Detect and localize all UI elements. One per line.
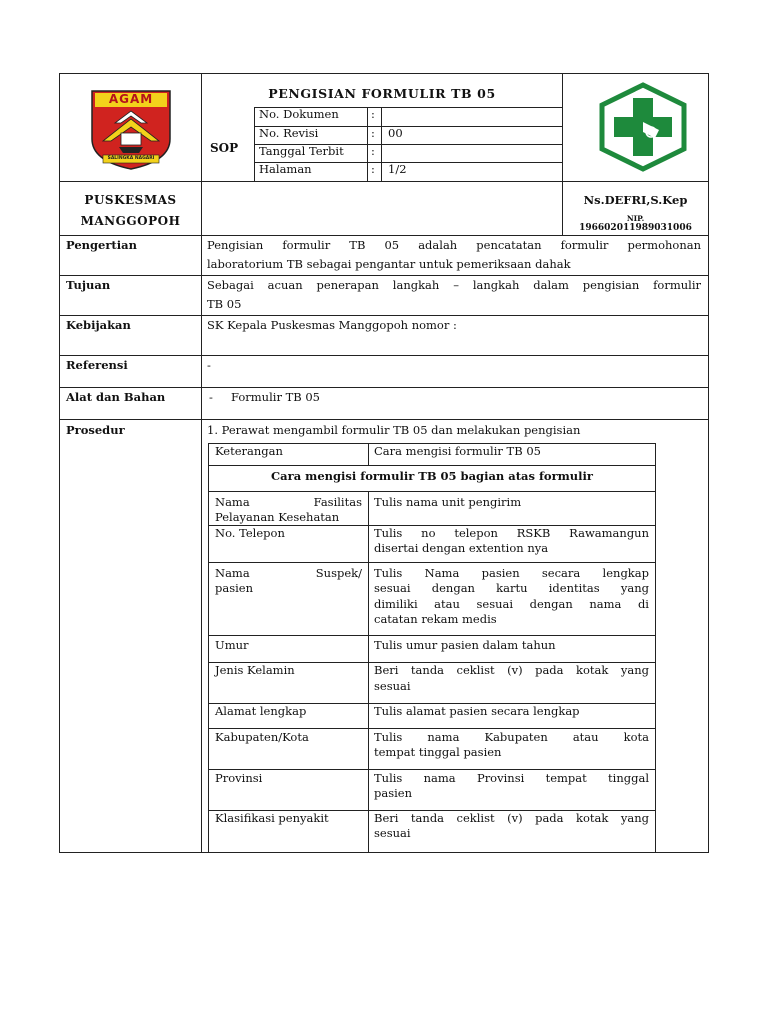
row-instruction: Beri tanda ceklist (v) pada kotak yang bbox=[374, 663, 649, 677]
doc-field-label: Halaman bbox=[259, 162, 312, 176]
row-label: Pelayanan Kesehatan bbox=[215, 510, 340, 524]
sop-label: SOP bbox=[210, 141, 239, 155]
logo-motto: SALINGKA NAGARI bbox=[107, 156, 155, 161]
document-title: PENGISIAN FORMULIR TB 05 bbox=[268, 86, 496, 101]
table-header-cara: Cara mengisi formulir TB 05 bbox=[374, 444, 541, 458]
row-label: Kabupaten/Kota bbox=[215, 730, 309, 744]
row-instruction: tempat tinggal pasien bbox=[374, 745, 502, 759]
section-label: Kebijakan bbox=[66, 318, 131, 332]
section-text: laboratorium TB sebagai pengantar untuk pemeriksaan dahak bbox=[207, 257, 571, 271]
row-instruction: catatan rekam medis bbox=[374, 612, 497, 626]
row-instruction: Tulis no telepon RSKB Rawamangun bbox=[374, 526, 649, 540]
row-instruction: sesuai dengan kartu identitas yang bbox=[374, 581, 649, 595]
section-label: Prosedur bbox=[66, 423, 125, 437]
row-instruction: dimiliki atau sesuai dengan nama di bbox=[374, 597, 649, 611]
table-header-keterangan: Keterangan bbox=[215, 444, 283, 458]
row-instruction: disertai dengan extention nya bbox=[374, 541, 549, 555]
row-instruction: Tulis alamat pasien secara lengkap bbox=[374, 704, 580, 718]
section-label: Tujuan bbox=[66, 278, 111, 292]
row-label: Umur bbox=[215, 638, 249, 652]
section-text: - bbox=[207, 358, 211, 372]
signer-nip-label: NIP. bbox=[626, 214, 645, 223]
doc-field-sep: : bbox=[371, 126, 375, 140]
row-instruction: pasien bbox=[374, 786, 413, 800]
row-label: Alamat lengkap bbox=[215, 704, 307, 718]
row-label: Nama Suspek/ bbox=[215, 566, 362, 580]
row-instruction: Tulis umur pasien dalam tahun bbox=[374, 638, 556, 652]
puskesmas-cross-logo bbox=[597, 82, 689, 172]
doc-field-label: No. Dokumen bbox=[259, 107, 339, 121]
section-text: SK Kepala Puskesmas Manggopoh nomor : bbox=[207, 318, 457, 332]
doc-field-sep: : bbox=[371, 144, 375, 158]
agam-logo bbox=[89, 89, 173, 171]
row-label: Jenis Kelamin bbox=[215, 663, 295, 677]
row-instruction: Beri tanda ceklist (v) pada kotak yang bbox=[374, 811, 649, 825]
doc-field-label: Tanggal Terbit bbox=[259, 144, 344, 158]
org-name-line1: PUSKESMAS bbox=[84, 193, 177, 207]
doc-field-sep: : bbox=[371, 162, 375, 176]
row-label: Provinsi bbox=[215, 771, 263, 785]
row-instruction: sesuai bbox=[374, 679, 411, 693]
section-label: Alat dan Bahan bbox=[66, 390, 166, 404]
row-instruction: sesuai bbox=[374, 826, 411, 840]
doc-field-value: 00 bbox=[388, 126, 403, 140]
row-label: No. Telepon bbox=[215, 526, 285, 540]
section-label: Pengertian bbox=[66, 238, 137, 252]
row-label: Nama Fasilitas bbox=[215, 495, 362, 509]
row-label: pasien bbox=[215, 581, 254, 595]
row-instruction: Tulis nama unit pengirim bbox=[374, 495, 522, 509]
bullet: - bbox=[209, 390, 213, 404]
doc-field-sep: : bbox=[371, 107, 375, 121]
row-instruction: Tulis nama Kabupaten atau kota bbox=[374, 730, 649, 744]
doc-field-value: 1/2 bbox=[388, 162, 407, 176]
row-instruction: Tulis nama Provinsi tempat tinggal bbox=[374, 771, 649, 785]
signer-name: Ns.DEFRI,S.Kep bbox=[583, 193, 688, 207]
doc-field-label: No. Revisi bbox=[259, 126, 319, 140]
section-text: Pengisian formulir TB 05 adalah pencatatan formulir permohonan bbox=[207, 238, 701, 252]
row-instruction: Tulis Nama pasien secara lengkap bbox=[374, 566, 649, 580]
signer-nip: 196602011989031006 bbox=[579, 223, 692, 233]
section-text: Sebagai acuan penerapan langkah – langkah dalam pengisian formulir bbox=[207, 278, 701, 292]
row-label: Klasifikasi penyakit bbox=[215, 811, 329, 825]
logo-text: AGAM bbox=[108, 92, 154, 106]
section-text: Formulir TB 05 bbox=[231, 390, 321, 404]
org-name-line2: MANGGOPOH bbox=[80, 214, 181, 228]
table-subheader: Cara mengisi formulir TB 05 bagian atas formulir bbox=[271, 469, 593, 483]
section-text: TB 05 bbox=[207, 297, 242, 311]
section-label: Referensi bbox=[66, 358, 128, 372]
procedure-step: 1. Perawat mengambil formulir TB 05 dan melakukan pengisian bbox=[207, 423, 581, 437]
